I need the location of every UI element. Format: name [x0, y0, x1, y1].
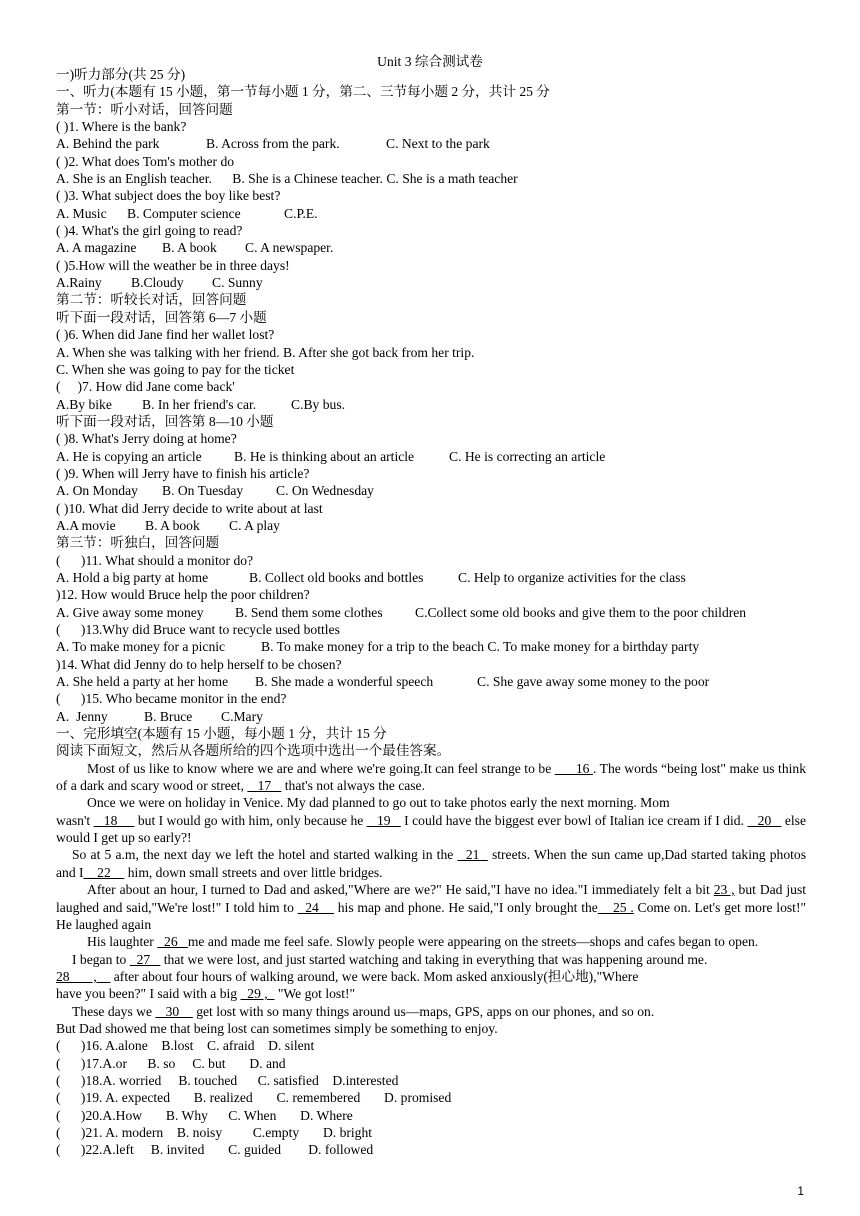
question-7: ( )7. How did Jane come back' [56, 379, 235, 395]
option-c: C. On Wednesday [276, 483, 374, 499]
text: His laughter [87, 934, 158, 950]
blank-30: 30 [155, 1003, 193, 1019]
page-number: 1 [797, 1184, 804, 1198]
blank-23: 23 , [713, 882, 735, 898]
option-c: C. A newspaper. [245, 240, 334, 256]
blank-19: 19 [366, 812, 401, 828]
cloze-question-20: ( )20.A.How B. Why C. When D. Where [56, 1107, 353, 1123]
option-a: A. On Monday [56, 483, 138, 499]
option-a: A. Music [56, 205, 107, 221]
text: Most of us like to know where we are and where we're going.It can feel strange to be [87, 760, 555, 776]
option-a: A. A magazine [56, 240, 137, 256]
option-b: B. Across from the park. [206, 136, 340, 152]
text: wasn't [56, 812, 94, 828]
option-b: B.Cloudy [131, 275, 184, 291]
blank-22: __22 [83, 864, 125, 880]
text: me and made me feel safe. Slowly people were appearing on the streets—shops and cafes began to open. [187, 934, 759, 950]
blank-28: 28 , [56, 968, 111, 984]
option-c: C.Collect some old books and give them to the poor children [415, 604, 747, 620]
option-a: A.Rainy [56, 275, 102, 291]
text: him, down small streets and over little bridges. [124, 864, 383, 880]
cloze-question-18: ( )18.A. worried B. touched C. satisfied D.interested [56, 1072, 399, 1088]
cloze-question-19: ( )19. A. expected B. realized C. remembered D. promised [56, 1090, 452, 1106]
question-14-options [56, 673, 806, 690]
cloze-paragraph-3 [56, 846, 806, 881]
text: after about four hours of walking around, we were back. Mom asked anxiously(担心地),"Where [110, 968, 639, 984]
listening-part-heading: 一)听力部分(共 25 分) [56, 67, 186, 82]
cloze-paragraph-1 [56, 760, 806, 795]
question-1: ( )1. Where is the bank? [56, 119, 187, 135]
question-3: ( )3. What subject does the boy like best? [56, 188, 281, 204]
question-9-options [56, 482, 806, 499]
question-4: ( )4. What's the girl going to read? [56, 223, 243, 239]
cloze-paragraph-2-line-1: Once we were on holiday in Venice. My dad planned to go out to take photos early the next morning. Mom [87, 795, 670, 811]
option-b: B. On Tuesday [162, 483, 244, 499]
option-a: A. Hold a big party at home [56, 569, 209, 585]
question-8: ( )8. What's Jerry doing at home? [56, 431, 237, 447]
document-body [56, 66, 806, 1159]
cloze-instruction: 阅读下面短文，然后从各题所给的四个选项中选出一个最佳答案。 [56, 743, 451, 759]
option-b: B. Collect old books and bottles [249, 569, 424, 585]
cloze-paragraph-5 [56, 933, 806, 950]
option-a: A. Behind the park [56, 136, 160, 152]
cloze-paragraph-9 [56, 1003, 806, 1020]
cloze-paragraph-4 [56, 881, 806, 933]
cloze-question-22: ( )22.A.left B. invited C. guided D. followed [56, 1142, 374, 1158]
section3-heading: 第三节：听独白，回答问题 [56, 535, 220, 551]
question-3-options [56, 205, 806, 222]
option-c: C. She gave away some money to the poor [477, 674, 710, 690]
cloze-question-17: ( )17.A.or B. so C. but D. and [56, 1055, 286, 1071]
cloze-question-16: ( )16. A.alone B.lost C. afraid D. silent [56, 1038, 315, 1054]
option-b: B. A book [162, 240, 217, 256]
option-b: B. She made a wonderful speech [255, 674, 434, 690]
question-2-options: A. She is an English teacher. B. She is a Chinese teacher. C. She is a math teacher [56, 171, 518, 187]
option-a: A. To make money for a picnic [56, 639, 226, 655]
text: I could have the biggest ever bowl of Italian ice cream if I did. [400, 812, 748, 828]
option-a: A. Jenny [56, 708, 108, 724]
text: After about an hour, I turned to Dad and asked,"Where are we?" He said,"I have no idea."I immediately felt a bit [87, 882, 714, 898]
option-b: B. He is thinking about an article [234, 448, 415, 464]
question-2: ( )2. What does Tom's mother do [56, 153, 235, 169]
text: These days we [72, 1003, 156, 1019]
text: that we were lost, and just started watching and taking in everything that was happening around me. [160, 951, 708, 967]
blank-25: 25 . [597, 899, 634, 915]
blank-16: 16 [554, 760, 593, 776]
question-6: ( )6. When did Jane find her wallet lost? [56, 327, 275, 343]
question-6-options-a: A. When she was talking with her friend. B. After she got back from her trip. [56, 344, 475, 360]
page-title: Unit 3 综合测试卷 [377, 54, 483, 69]
question-5-options [56, 274, 806, 291]
question-15-options [56, 708, 806, 725]
dialog1-instruction: 听下面一段对话，回答第 6—7 小题 [56, 309, 267, 325]
question-11: ( )11. What should a monitor do? [56, 552, 254, 568]
text: . The words “being lost" make us think of a dark and scary wood or street, [56, 760, 806, 794]
question-7-options [56, 396, 806, 413]
text: streets. When the sun came up,Dad started taking photos and I [56, 847, 806, 880]
option-c: C. He is correcting an article [449, 448, 606, 464]
cloze-paragraph-7 [56, 968, 806, 985]
option-c: C.By bus. [291, 396, 346, 412]
cloze-paragraph-8 [56, 985, 806, 1002]
option-c: C. Help to organize activities for the class [458, 569, 686, 585]
text: but I would go with him, only because he [134, 812, 367, 828]
question-1-options [56, 135, 806, 152]
text: but Dad just laughed and said,"We're lost!" I told him to [56, 882, 807, 915]
question-5: ( )5.How will the weather be in three days! [56, 257, 290, 273]
blank-24: 24 [297, 899, 334, 915]
blank-27: 27 [129, 951, 161, 967]
text: get lost with so many things around us—maps, GPS, apps on our phones, and so on. [192, 1003, 655, 1019]
cloze-paragraph-6 [56, 951, 806, 968]
question-4-options [56, 239, 806, 256]
option-b: B. Send them some clothes [235, 604, 383, 620]
blank-29: 29 , [240, 986, 275, 1002]
text: I began to [72, 951, 130, 967]
question-9: ( )9. When will Jerry have to finish his article? [56, 465, 310, 481]
section2-heading: 第二节：听较长对话，回答问题 [56, 292, 247, 308]
question-12: )12. How would Bruce help the poor children? [56, 587, 310, 603]
text: "We got lost!" [274, 986, 356, 1002]
cloze-heading: 一、完形填空(本题有 15 小题，每小题 1 分，共计 15 分 [56, 726, 387, 742]
question-12-options [56, 604, 806, 621]
question-11-options [56, 569, 806, 586]
option-b: B. In her friend's car. [142, 396, 257, 412]
text: his map and phone. He said,"I only brought the [333, 899, 598, 915]
question-10: ( )10. What did Jerry decide to write about at last [56, 500, 323, 516]
option-c: C. Next to the park [386, 136, 490, 152]
cloze-question-21: ( )21. A. modern B. noisy C.empty D. bright [56, 1124, 373, 1140]
option-c: C. A play [229, 517, 280, 533]
option-a: A. Give away some money [56, 604, 204, 620]
text: else would I get up so early?! [56, 812, 807, 846]
cloze-paragraph-2 [56, 812, 806, 847]
option-a: A.By bike [56, 396, 112, 412]
text: that's not always the case. [281, 778, 425, 794]
option-b: B. To make money for a trip to the beach C. To make money for a birthday party [261, 639, 700, 655]
option-b: B. A book [145, 517, 200, 533]
option-a: A.A movie [56, 517, 116, 533]
blank-26: 26 [157, 934, 188, 950]
question-10-options [56, 517, 806, 534]
option-a: A. He is copying an article [56, 448, 202, 464]
question-13: ( )13.Why did Bruce want to recycle used bottles [56, 622, 340, 637]
blank-17: 17 [247, 778, 282, 794]
question-8-options [56, 448, 806, 465]
option-c: C.Mary [221, 708, 263, 724]
option-b: B. Computer science [127, 205, 241, 221]
question-14: )14. What did Jenny do to help herself to be chosen? [56, 656, 342, 672]
option-a: A. She held a party at her home [56, 674, 229, 690]
section1-heading: 第一节：听小对话，回答问题 [56, 101, 233, 117]
text: Come on. Let's get more lost!" He laughed again [56, 899, 807, 932]
question-6-options-b: C. When she was going to pay for the ticket [56, 361, 295, 377]
option-c: C. Sunny [212, 275, 263, 291]
question-13-options [56, 638, 806, 655]
dialog2-instruction: 听下面一段对话，回答第 8—10 小题 [56, 413, 274, 429]
text: So at 5 a.m, the next day we left the hotel and started walking in the [72, 847, 458, 863]
question-15: ( )15. Who became monitor in the end? [56, 691, 287, 707]
blank-18: 18 [93, 812, 135, 828]
cloze-paragraph-10: But Dad showed me that being lost can sometimes simply be something to enjoy. [56, 1020, 498, 1036]
blank-21: 21 [457, 847, 488, 863]
listening-instruction: 一、听力(本题有 15 小题，第一节每小题 1 分，第二、三节每小题 2 分，共计 25 分 [56, 84, 550, 100]
blank-20: 20 [747, 812, 782, 828]
option-b: B. Bruce [144, 708, 193, 724]
text: have you been?" I said with a big [56, 986, 241, 1002]
option-c: C.P.E. [284, 205, 318, 221]
